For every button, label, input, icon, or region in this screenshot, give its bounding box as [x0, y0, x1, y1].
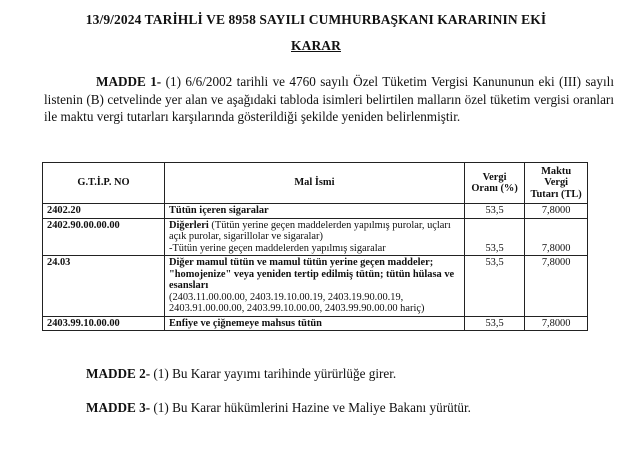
row-amount: 7,8000	[525, 204, 588, 219]
header-amount: Maktu Vergi Tutarı (TL)	[525, 163, 588, 204]
article-2-label: MADDE 2-	[86, 366, 151, 381]
row-name-bold: Diğerleri	[168, 219, 209, 231]
row-name	[164, 218, 464, 256]
row-amount: 7,8000	[525, 256, 588, 317]
article-2-text: (1) Bu Karar yayımı tarihinde yürürlüğe girer.	[150, 366, 397, 381]
header-name: Mal İsmi	[164, 163, 464, 204]
row-name	[164, 204, 464, 219]
table-header-row	[43, 163, 588, 204]
row-code: 2402.20	[43, 204, 165, 219]
row-name-bold: Diğer mamul tütün ve mamul tütün yerine geçen maddeler; "homojenize" veya yeniden tertip edilmiş tütün; tütün hülasa ve esansları	[168, 257, 455, 291]
row-rate: 53,5	[464, 218, 524, 256]
article-3	[86, 399, 632, 417]
row-rate: 53,5	[464, 316, 524, 331]
article-3-label: MADDE 3-	[86, 400, 151, 415]
table-row	[43, 256, 588, 317]
row-name	[164, 256, 464, 317]
article-1	[44, 73, 614, 126]
row-code: 2402.90.00.00.00	[43, 218, 165, 256]
row-name-bold: Tütün içeren sigaralar	[168, 205, 269, 216]
document-title: 13/9/2024 TARİHLİ VE 8958 SAYILI CUMHURBAŞKANI KARARININ EKİ	[85, 12, 547, 27]
header-code: G.T.İ.P. NO	[43, 163, 165, 204]
article-1-text: (1) 6/6/2002 tarihli ve 4760 sayılı Özel Tüketim Vergisi Kanununun eki (III) sayılı listenin (B) cetvelinde yer alan ve aşağıdaki tabloda isimleri belirtilen malların özel tüketim vergisi oranları ile maktu vergi tutarları karşılarında gösterildiği şekilde yeniden belirlenmiştir.	[44, 74, 614, 124]
table-row	[43, 316, 588, 331]
header-rate: Vergi Oranı (%)	[464, 163, 524, 204]
row-code: 24.03	[43, 256, 165, 317]
row-rate: 53,5	[464, 256, 524, 317]
row-rate: 53,5	[464, 204, 524, 219]
document-subtitle: KARAR	[291, 38, 341, 53]
article-3-text: (1) Bu Karar hükümlerini Hazine ve Maliye Bakanı yürütür.	[150, 400, 471, 415]
table-row	[43, 204, 588, 219]
row-name	[164, 316, 464, 331]
row-name-text: (Tütün yerine geçen maddelerden yapılmış purolar, uçları açık purolar, sigarillolar ve sigaralar)	[168, 219, 451, 242]
row-amount: 7,8000	[525, 316, 588, 331]
row-name-sub: (2403.11.00.00.00, 2403.19.10.00.19, 2403.19.90.00.19, 2403.91.00.00.00, 2403.99.10.00.00, 2403.99.90.00.00 hariç)	[168, 291, 425, 314]
tax-rate-table	[42, 162, 588, 331]
table-row	[43, 218, 588, 256]
row-name-bold: Enfiye ve çiğnemeye mahsus tütün	[168, 317, 322, 329]
article-1-label: MADDE 1-	[96, 74, 162, 89]
article-2	[86, 365, 632, 383]
row-name-sub: -Tütün yerine geçen maddelerden yapılmış sigaralar	[168, 242, 386, 254]
row-amount: 7,8000	[525, 218, 588, 256]
row-code: 2403.99.10.00.00	[43, 316, 165, 331]
